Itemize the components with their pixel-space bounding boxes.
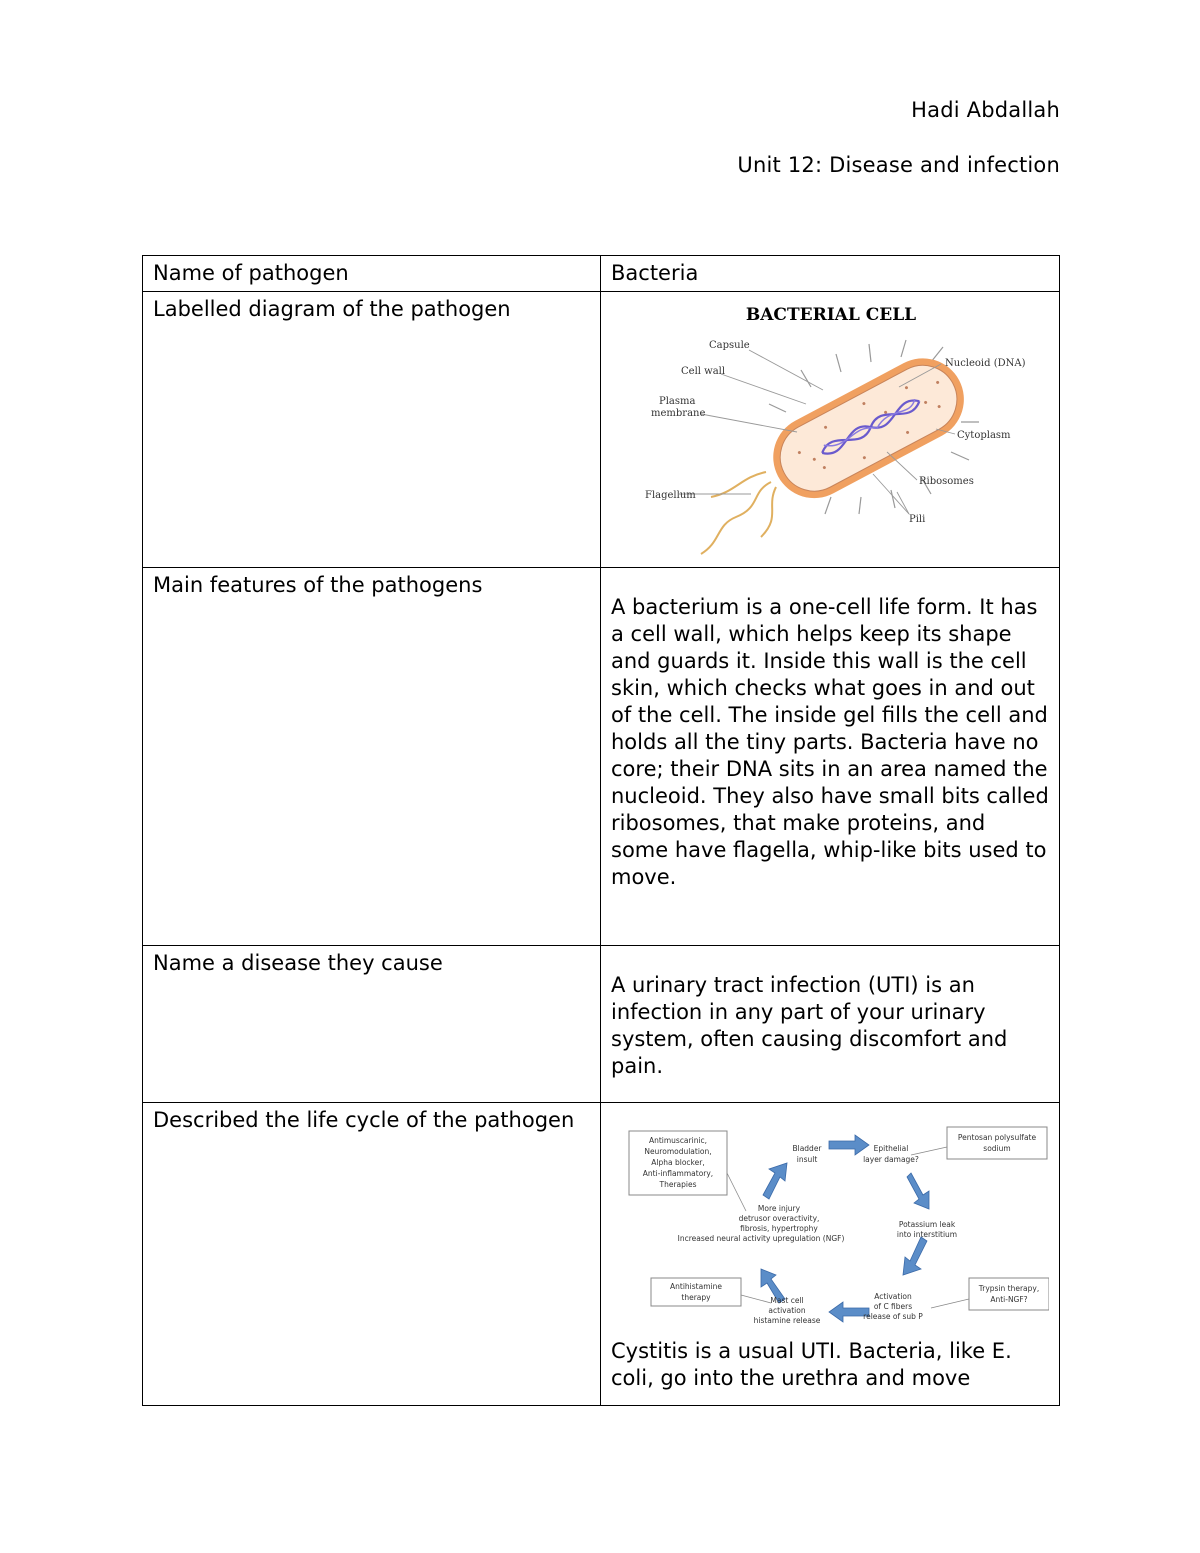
table-row	[143, 568, 1060, 946]
row-label: Name of pathogen	[143, 256, 601, 292]
row-label: Main features of the pathogens	[143, 568, 601, 946]
svg-text:Epithelial: Epithelial	[873, 1144, 909, 1153]
svg-text:Alpha blocker,: Alpha blocker,	[651, 1158, 705, 1167]
svg-text:Therapies: Therapies	[659, 1180, 697, 1189]
svg-text:Ribosomes: Ribosomes	[919, 476, 974, 487]
svg-text:histamine release: histamine release	[753, 1316, 821, 1325]
svg-text:Bladder: Bladder	[792, 1144, 822, 1153]
svg-text:Antihistamine: Antihistamine	[670, 1282, 722, 1291]
svg-text:Potassium leak: Potassium leak	[898, 1220, 956, 1229]
table-row	[143, 292, 1060, 568]
svg-text:membrane: membrane	[651, 408, 706, 419]
svg-text:layer damage?: layer damage?	[863, 1155, 919, 1164]
svg-text:More injury: More injury	[757, 1204, 801, 1213]
svg-text:detrusor overactivity,: detrusor overactivity,	[738, 1214, 820, 1223]
unit-title: Unit 12: Disease and infection	[737, 153, 1060, 177]
svg-text:Anti-inflammatory,: Anti-inflammatory,	[642, 1169, 714, 1178]
row-label: Labelled diagram of the pathogen	[143, 292, 601, 568]
svg-text:insult: insult	[796, 1155, 818, 1164]
diagram-cell	[601, 292, 1060, 568]
svg-text:fibrosis, hypertrophy: fibrosis, hypertrophy	[740, 1224, 818, 1233]
row-label: Described the life cycle of the pathogen	[143, 1103, 601, 1406]
svg-text:Flagellum: Flagellum	[645, 490, 696, 501]
features-text: A bacterium is a one-cell life form. It has a cell wall, which helps keep its shape and guards it. Inside this wall is the cell skin, which checks what goes in and out of the cell. The inside gel fills the cell and holds all the tiny parts. Bacteria have no core; their DNA sits in an area named the nucleoid. They also have small bits called ribosomes, that make proteins, and some have flagella, whip-like bits used to move.	[611, 595, 1049, 889]
svg-text:Neuromodulation,: Neuromodulation,	[644, 1147, 712, 1156]
svg-text:Nucleoid (DNA): Nucleoid (DNA)	[945, 358, 1026, 369]
svg-text:Trypsin therapy,: Trypsin therapy,	[978, 1284, 1040, 1293]
row-label: Name a disease they cause	[143, 946, 601, 1103]
svg-text:Anti-NGF?: Anti-NGF?	[990, 1295, 1028, 1304]
svg-text:Cell wall: Cell wall	[681, 366, 726, 377]
svg-text:Pili: Pili	[909, 514, 926, 525]
svg-text:Activation: Activation	[874, 1292, 912, 1301]
svg-text:into interstitium: into interstitium	[896, 1230, 958, 1239]
table-row	[143, 256, 1060, 292]
disease-text: A urinary tract infection (UTI) is an infection in any part of your urinary system, often causing discomfort and pain.	[611, 973, 1008, 1078]
life-cycle-diagram	[611, 1123, 1049, 1331]
life-cycle-text: Cystitis is a usual UTI. Bacteria, like E. coli, go into the urethra and move	[611, 1339, 1012, 1390]
svg-text:Pentosan polysulfate: Pentosan polysulfate	[957, 1133, 1037, 1142]
svg-text:Capsule: Capsule	[709, 340, 750, 351]
diagram-title: BACTERIAL CELL	[745, 305, 917, 325]
row-value-cell	[601, 946, 1060, 1103]
svg-text:Increased neural activity upre: Increased neural activity upregulation (NGF)	[677, 1234, 845, 1243]
table-row	[143, 946, 1060, 1103]
row-value-cell	[601, 568, 1060, 946]
row-value-cell	[601, 1103, 1060, 1406]
row-value: Bacteria	[601, 256, 1060, 292]
author-name: Hadi Abdallah	[911, 98, 1060, 122]
svg-text:activation: activation	[768, 1306, 806, 1315]
svg-text:therapy: therapy	[681, 1293, 711, 1302]
svg-text:Mast cell: Mast cell	[770, 1296, 804, 1305]
svg-text:of C fibers: of C fibers	[873, 1302, 913, 1311]
svg-text:Cytoplasm: Cytoplasm	[957, 430, 1011, 441]
svg-text:Antimuscarinic,: Antimuscarinic,	[648, 1136, 708, 1145]
pathogen-table	[142, 255, 1060, 1406]
svg-text:release of sub P: release of sub P	[863, 1312, 923, 1321]
bacterial-cell-diagram	[601, 292, 1059, 560]
svg-text:Plasma: Plasma	[659, 396, 696, 407]
svg-text:sodium: sodium	[983, 1144, 1011, 1153]
table-row	[143, 1103, 1060, 1406]
